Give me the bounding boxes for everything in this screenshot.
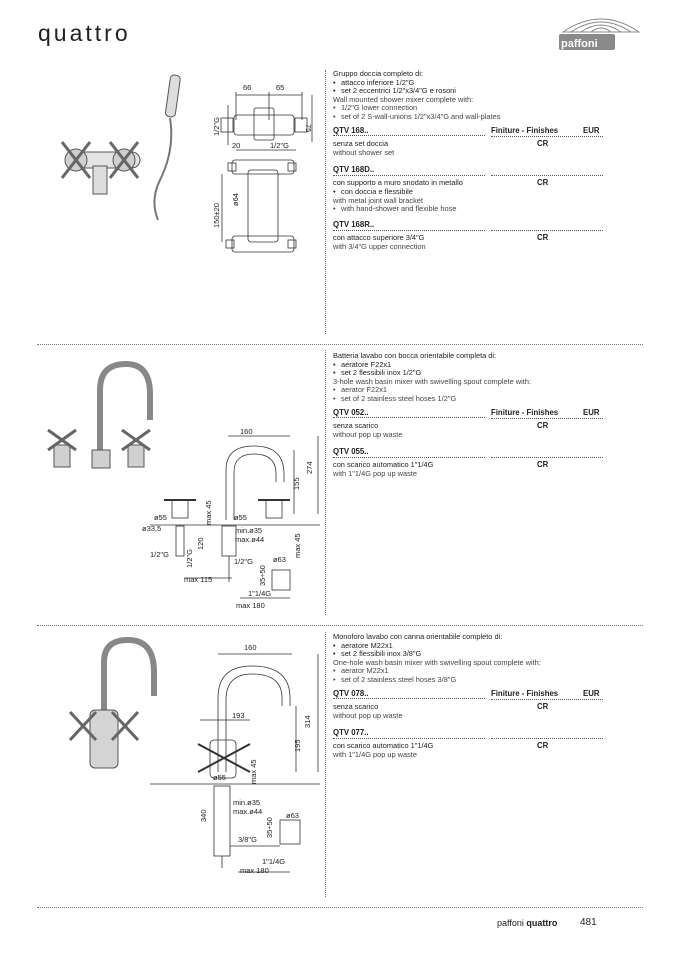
bullet-it: • aeratore F22x1	[333, 361, 603, 370]
dim-label: 1"1/4G	[248, 589, 272, 598]
page-title: quattro	[38, 20, 131, 46]
dim-label: 193	[232, 711, 245, 720]
product-code: QTV 077..	[333, 729, 485, 739]
finishes-label: Finiture - Finishes	[491, 125, 559, 135]
product-section-2	[333, 352, 603, 479]
section-divider-2	[37, 625, 643, 626]
bullet-en: • set of 2 stainless steel hoses 1/2"G	[333, 395, 603, 404]
product-desc-it: senza set doccia	[333, 138, 389, 148]
product-desc-en: with 1"1/4G pop up waste	[333, 469, 417, 479]
shower-mixer-drawing	[0, 70, 320, 340]
bullet-en: • 1/2"G lower connection	[333, 104, 603, 113]
product-code: QTV 168R..	[333, 221, 485, 231]
bullet-en: • aerator F22x1	[333, 386, 603, 395]
bullet-it: • set 2 flessibili inox 1/2"G	[333, 369, 603, 378]
dim-label: max 180	[240, 866, 269, 875]
product-bullet-it: • con doccia e flessibile	[333, 188, 603, 197]
product-section-3	[333, 633, 603, 760]
finish-code: CR	[537, 460, 549, 470]
product-code: QTV 055..	[333, 448, 485, 458]
bullet-it: • set 2 eccentrici 1/2"x3/4"G e rosoni	[333, 87, 603, 96]
product-desc-en: with 1"1/4G pop up waste	[333, 750, 417, 760]
bullet-en: • aerator M22x1	[333, 667, 603, 676]
section-divider-3	[37, 907, 643, 908]
eur-label: EUR	[583, 125, 600, 135]
dim-label: max 45	[249, 759, 258, 784]
heading-en: Wall mounted shower mixer complete with:	[333, 94, 474, 104]
column-divider-3	[325, 632, 326, 897]
bullet-it: • attacco inferiore 1/2"G	[333, 79, 603, 88]
footer-collection: quattro	[526, 918, 558, 928]
dim-label: ø55	[234, 513, 247, 522]
column-divider-2	[325, 350, 326, 615]
bullet-it: • aeratore M22x1	[333, 642, 603, 651]
column-divider-1	[325, 70, 326, 334]
bullet-en: • set of 2 stainless steel hoses 3/8"G	[333, 676, 603, 685]
footer-brand-name: paffoni	[497, 918, 524, 928]
dim-label: min.ø35	[233, 798, 261, 807]
heading-it: Gruppo doccia completo di:	[333, 69, 423, 78]
product-desc-it: senza scarico	[333, 701, 379, 711]
dim-label: 1"1/4G	[262, 857, 286, 866]
dim-label: 1/2"G	[185, 549, 194, 568]
dim-label: ø63	[286, 811, 299, 820]
dim-label: max.ø44	[233, 807, 263, 816]
heading-en: 3-hole wash basin mixer with swivelling spout complete with:	[333, 376, 531, 386]
dim-label: 120	[196, 537, 205, 550]
dim-label: 160	[244, 643, 257, 652]
product-bullet-en: • with hand-shower and flexible hose	[333, 205, 603, 214]
product-desc-en: without pop up waste	[333, 429, 403, 439]
dim-label: 1/2"G	[270, 141, 289, 150]
product-desc-en: without pop up waste	[333, 710, 403, 720]
dim-label: max 180	[236, 601, 265, 610]
dim-label: ø63	[273, 555, 286, 564]
heading-en: One-hole wash basin mixer with swivelling spout complete with:	[333, 657, 541, 667]
product-section-1	[333, 70, 603, 252]
dim-label: 66	[243, 83, 252, 92]
dim-label: 150±20	[212, 203, 221, 228]
dim-label: max 115	[184, 575, 213, 584]
dim-label: ø64	[231, 193, 240, 206]
dim-label: max.ø44	[235, 535, 265, 544]
finishes-label: Finiture - Finishes	[491, 407, 559, 417]
dim-label: min.ø35	[235, 526, 263, 535]
bullet-it: • set 2 flessibili inox 3/8"G	[333, 650, 603, 659]
dim-label: 75	[304, 124, 313, 133]
basin-mixer-3hole-drawing	[0, 350, 320, 615]
dim-label: 3/8"G	[238, 835, 257, 844]
product-desc-it: con attacco superiore 3/4"G	[333, 232, 425, 242]
dim-label: 1/2"G	[212, 117, 221, 136]
product-desc-en: without shower set	[333, 147, 395, 157]
finish-code: CR	[537, 138, 549, 148]
dim-label: 1/2"G	[150, 550, 169, 559]
product-desc-it: con scarico automatico 1"1/4G	[333, 460, 434, 470]
product-code: QTV 168..	[333, 127, 485, 137]
eur-label: EUR	[583, 407, 600, 417]
dim-label: max 45	[204, 500, 213, 525]
finish-code: CR	[537, 420, 549, 430]
dim-label: 340	[199, 809, 208, 822]
page-number: 481	[580, 917, 597, 928]
product-desc-it: con scarico automatico 1"1/4G	[333, 741, 434, 751]
product-desc-en: with metal joint wall bracket	[333, 195, 423, 205]
dim-label: 35÷50	[265, 817, 274, 838]
brand-logo	[557, 14, 645, 54]
dim-label: 35÷50	[258, 565, 267, 586]
dim-label: 155	[292, 477, 301, 490]
product-code: QTV 052..	[333, 409, 485, 419]
heading-it: Batteria lavabo con bocca orientabile completa di:	[333, 351, 497, 360]
finish-code: CR	[537, 741, 549, 751]
product-desc-it: con supporto a muro snodato in metallo	[333, 178, 463, 188]
product-code: QTV 168D..	[333, 166, 485, 176]
eur-label: EUR	[583, 688, 600, 698]
dim-label: 65	[276, 83, 285, 92]
section-divider-1	[37, 344, 643, 345]
product-code: QTV 078..	[333, 690, 485, 700]
dim-label: max 45	[293, 533, 302, 558]
bullet-en: • set of 2 S-wall-unions 1/2"x3/4"G and wall-plates	[333, 113, 603, 122]
finish-code: CR	[537, 232, 549, 242]
finishes-label: Finiture - Finishes	[491, 688, 559, 698]
heading-it: Monoforo lavabo con canna orientabile completo di:	[333, 632, 503, 641]
basin-mixer-1hole-drawing	[0, 632, 320, 897]
product-desc-it: senza scarico	[333, 420, 379, 430]
dim-label: 1/2"G	[234, 557, 253, 566]
dim-label: ø55	[213, 773, 226, 782]
finish-code: CR	[537, 701, 549, 711]
dim-label: ø33,5	[142, 524, 162, 533]
dim-label: 314	[303, 715, 312, 728]
logo-text: paffoni	[561, 38, 598, 50]
dim-label: 20	[232, 141, 241, 150]
product-desc-en: with 3/4"G upper connection	[333, 241, 426, 251]
dim-label: 274	[305, 461, 314, 474]
footer-brand	[497, 918, 557, 928]
finish-code: CR	[537, 178, 549, 188]
dim-label: ø55	[154, 513, 167, 522]
dim-label: 160	[240, 427, 253, 436]
dim-label: 195	[293, 739, 302, 752]
